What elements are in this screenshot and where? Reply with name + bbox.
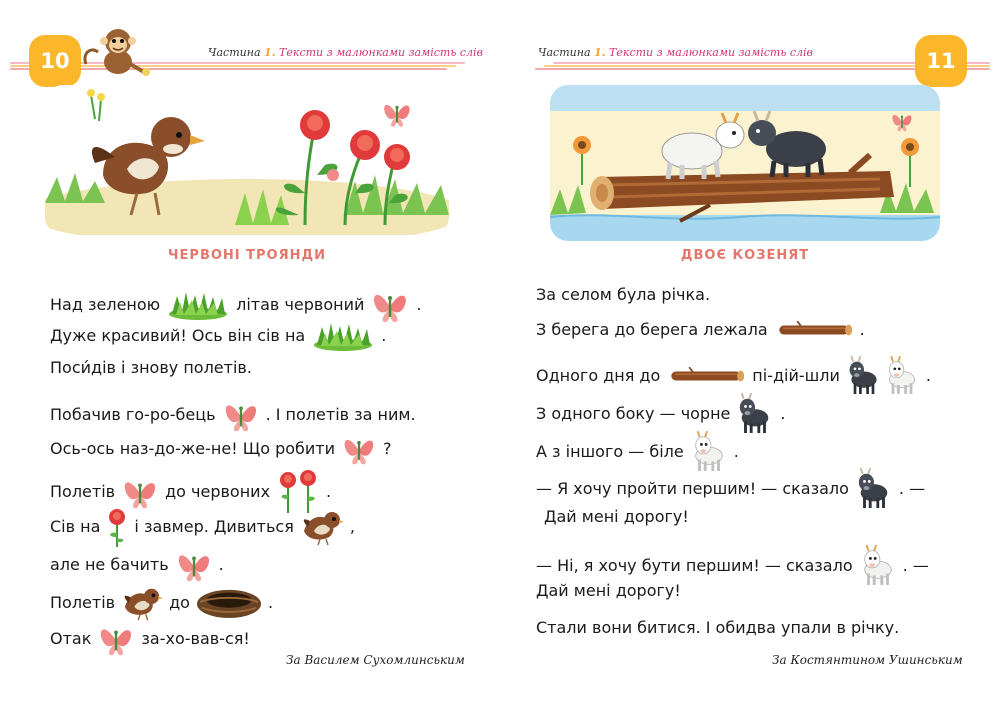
part-prefix: Частина [208,46,261,59]
line-text: Дуже красивий! Ось він сів на [50,326,306,345]
line-text: ? [383,439,392,458]
line-text: З берега до берега лежала [536,320,768,339]
line-text: Полетів [50,482,116,501]
line-text: , [349,517,355,536]
line-text: Ось-ось наз-до-же-не! Що робити [50,439,336,458]
line-text: . [381,326,387,345]
text-line [536,356,931,396]
line-text: А з іншого — біле [536,442,684,461]
part-number: 1. [594,46,606,59]
line-text: . [859,320,865,339]
line-text: до [169,593,190,612]
black-goat-icon [736,393,774,435]
text-line [536,618,899,638]
line-text: . [218,555,224,574]
text-line [50,285,421,325]
line-text: . [925,366,931,385]
white-goat-icon [690,431,728,473]
line-text: Одного дня до [536,366,661,385]
text-line [50,321,386,351]
grass-icon [311,321,375,351]
text-line [536,393,785,435]
line-text: Полетів [50,593,116,612]
line-text: . [780,404,786,423]
line-text: — Я хочу пройти першим! — сказало [536,479,849,498]
goats-on-log-illustration [550,85,940,241]
text-line [536,581,681,601]
log-icon [774,321,854,339]
line-text: Стали вони битися. І обидва упали в річку. [536,618,900,637]
butterfly-icon [121,473,159,511]
line-text: Поси́дів і знову полетів. [50,358,252,377]
line-text: . [416,295,422,314]
line-text: Побачив го-ро-бець [50,405,216,424]
line-text: З одного боку — чорне [536,404,731,423]
rose-icon [106,507,128,547]
line-text: і завмер. Дивиться [134,517,294,536]
text-line [50,507,355,547]
text-line [50,358,252,378]
line-text: Дай мені дорогу! [536,581,681,600]
butterfly-icon [341,431,377,467]
line-text: . І полетів за ним. [265,405,416,424]
black-goat-icon [846,356,882,396]
line-text: . — [902,556,929,575]
text-line [50,584,273,622]
text-line [536,320,865,340]
author-credit: За Василем Сухомлинським [286,653,465,667]
part-prefix: Частина [538,46,591,59]
butterfly-icon [222,396,260,434]
running-head [208,46,483,59]
page-number: 10 [29,35,81,87]
text-line [536,468,925,510]
line-text: Отак [50,629,92,648]
sparrow-icon [121,584,163,622]
text-line [544,507,689,527]
white-goat-icon [884,356,920,396]
text-line [50,620,250,658]
line-text: . [733,442,739,461]
running-head [538,46,813,59]
line-text: за-хо-вав-ся! [141,629,250,648]
story-title: ДВОЄ КОЗЕНЯТ [680,248,810,263]
text-line [50,396,416,434]
black-goat-icon [855,468,893,510]
line-text: літав червоний [236,295,365,314]
monkey-icon [82,24,154,80]
line-text: до червоних [165,482,271,501]
line-text: . [326,482,332,501]
text-line [50,431,392,467]
grass-icon [166,290,230,320]
story-title: ЧЕРВОНІ ТРОЯНДИ [168,248,326,263]
text-line [536,431,739,473]
nest-icon [196,587,262,619]
text-line [50,546,224,584]
part-number: 1. [264,46,276,59]
author-credit: За Костянтином Ушинським [772,653,963,667]
white-goat-icon [859,545,897,587]
sparrow-roses-illustration [45,85,449,235]
right-page [500,0,1000,701]
line-text: За селом була річка. [536,285,711,304]
line-text: Дай мені дорогу! [544,507,689,526]
sparrow-icon [300,507,344,547]
line-text: пі-дій-шли [752,366,840,385]
butterfly-icon [97,620,135,658]
part-title: Тексти з малюнками замість слів [609,46,813,59]
page-number: 11 [915,35,967,87]
line-text: Над зеленою [50,295,161,314]
part-title: Тексти з малюнками замість слів [279,46,483,59]
line-text: — Ні, я хочу бути першим! — сказало [536,556,853,575]
butterfly-icon [175,546,213,584]
line-text: але не бачить [50,555,169,574]
line-text: . — [898,479,926,498]
line-text: . [267,593,274,612]
text-line [536,285,710,305]
log-icon [666,367,746,385]
line-text: Сів на [50,517,101,536]
butterfly-icon [370,285,410,325]
